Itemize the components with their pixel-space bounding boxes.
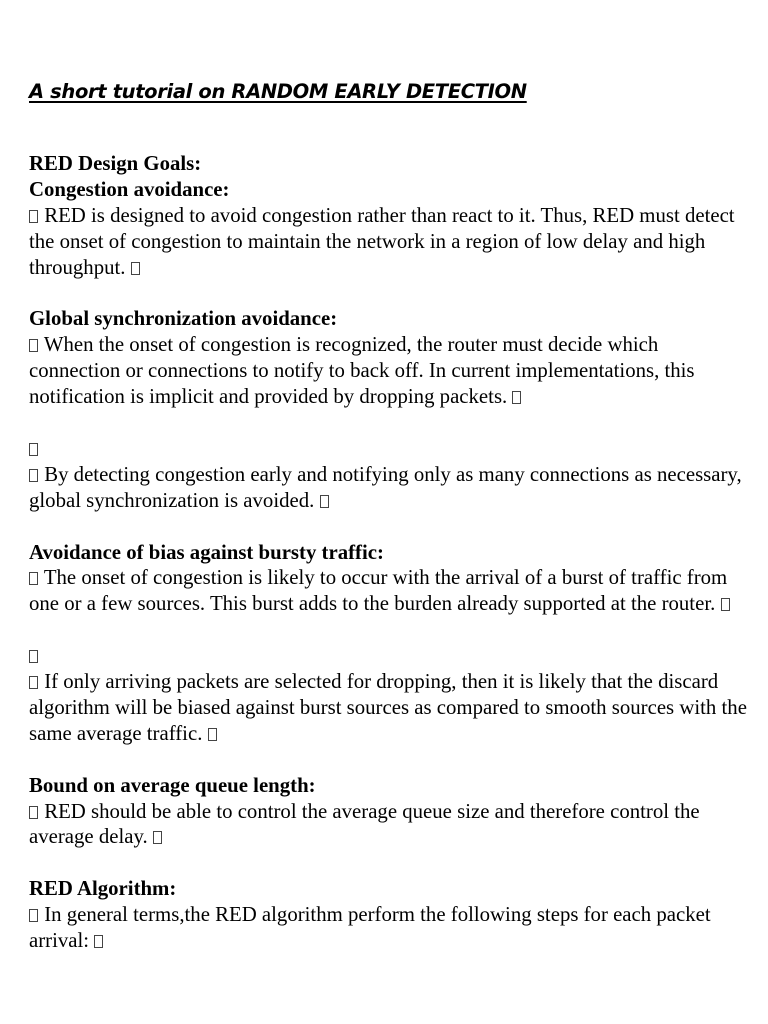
- queue-length-paragraph: [29, 799, 754, 851]
- glyph-line: [29, 436, 754, 462]
- bursty-traffic-text-2: If only arriving packets are selected for dropping, then it is likely that the discard algorithm will be biased against burst sources as compared to smooth sources with the same average traffic.: [29, 670, 747, 745]
- missing-glyph-icon: [29, 650, 38, 663]
- missing-glyph-icon: [131, 262, 140, 275]
- congestion-avoidance-text: RED is designed to avoid congestion rather than react to it. Thus, RED must detect the onset of congestion to maintain the network in a region of low delay and high throughput.: [29, 203, 735, 279]
- queue-length-heading: Bound on average queue length:: [29, 773, 316, 797]
- missing-glyph-icon: [320, 495, 329, 508]
- document-title: A short tutorial on RANDOM EARLY DETECTION: [29, 80, 527, 103]
- missing-glyph-icon: [29, 806, 38, 819]
- spacer: [29, 410, 754, 436]
- missing-glyph-icon: [29, 443, 38, 456]
- global-sync-paragraph-1: [29, 332, 754, 410]
- missing-glyph-icon: [29, 909, 38, 922]
- glyph-line: [29, 643, 754, 669]
- missing-glyph-icon: [29, 210, 38, 223]
- missing-glyph-icon: [153, 831, 162, 844]
- spacer: [29, 514, 754, 540]
- design-goals-heading: RED Design Goals:: [29, 152, 202, 175]
- global-sync-paragraph-2: [29, 462, 754, 514]
- bursty-traffic-paragraph-1: [29, 565, 754, 617]
- congestion-avoidance-paragraph: [29, 203, 754, 281]
- document-body: [29, 151, 754, 954]
- missing-glyph-icon: [29, 676, 38, 689]
- global-sync-text-2: By detecting congestion early and notifying only as many connections as necessary, global synchronization is avoided.: [29, 462, 742, 512]
- spacer: [29, 281, 754, 307]
- spacer: [29, 850, 754, 876]
- missing-glyph-icon: [94, 935, 103, 948]
- missing-glyph-icon: [208, 728, 217, 741]
- missing-glyph-icon: [512, 391, 521, 404]
- global-sync-heading: Global synchronization avoidance:: [29, 307, 338, 331]
- spacer: [29, 617, 754, 643]
- missing-glyph-icon: [29, 469, 38, 482]
- queue-length-text: RED should be able to control the average queue size and therefore control the average delay.: [29, 799, 700, 849]
- missing-glyph-icon: [29, 572, 38, 585]
- missing-glyph-icon: [29, 339, 38, 352]
- red-algorithm-heading: RED Algorithm:: [29, 877, 177, 901]
- congestion-avoidance-heading: Congestion avoidance:: [29, 177, 230, 201]
- bursty-traffic-text-1: The onset of congestion is likely to occur with the arrival of a burst of traffic from one or a few sources. This burst adds to the burden already supported at the router.: [29, 566, 728, 616]
- spacer: [29, 747, 754, 773]
- missing-glyph-icon: [721, 598, 730, 611]
- red-algorithm-text: In general terms,the RED algorithm perform the following steps for each packet arrival:: [29, 903, 711, 953]
- global-sync-text-1: When the onset of congestion is recognized, the router must decide which connection or connections to notify to back off. In current implementations, this notification is implicit and provided by dropping packets.: [29, 333, 695, 409]
- bursty-traffic-heading: Avoidance of bias against bursty traffic:: [29, 540, 384, 564]
- red-algorithm-paragraph: [29, 902, 754, 954]
- bursty-traffic-paragraph-2: [29, 669, 754, 747]
